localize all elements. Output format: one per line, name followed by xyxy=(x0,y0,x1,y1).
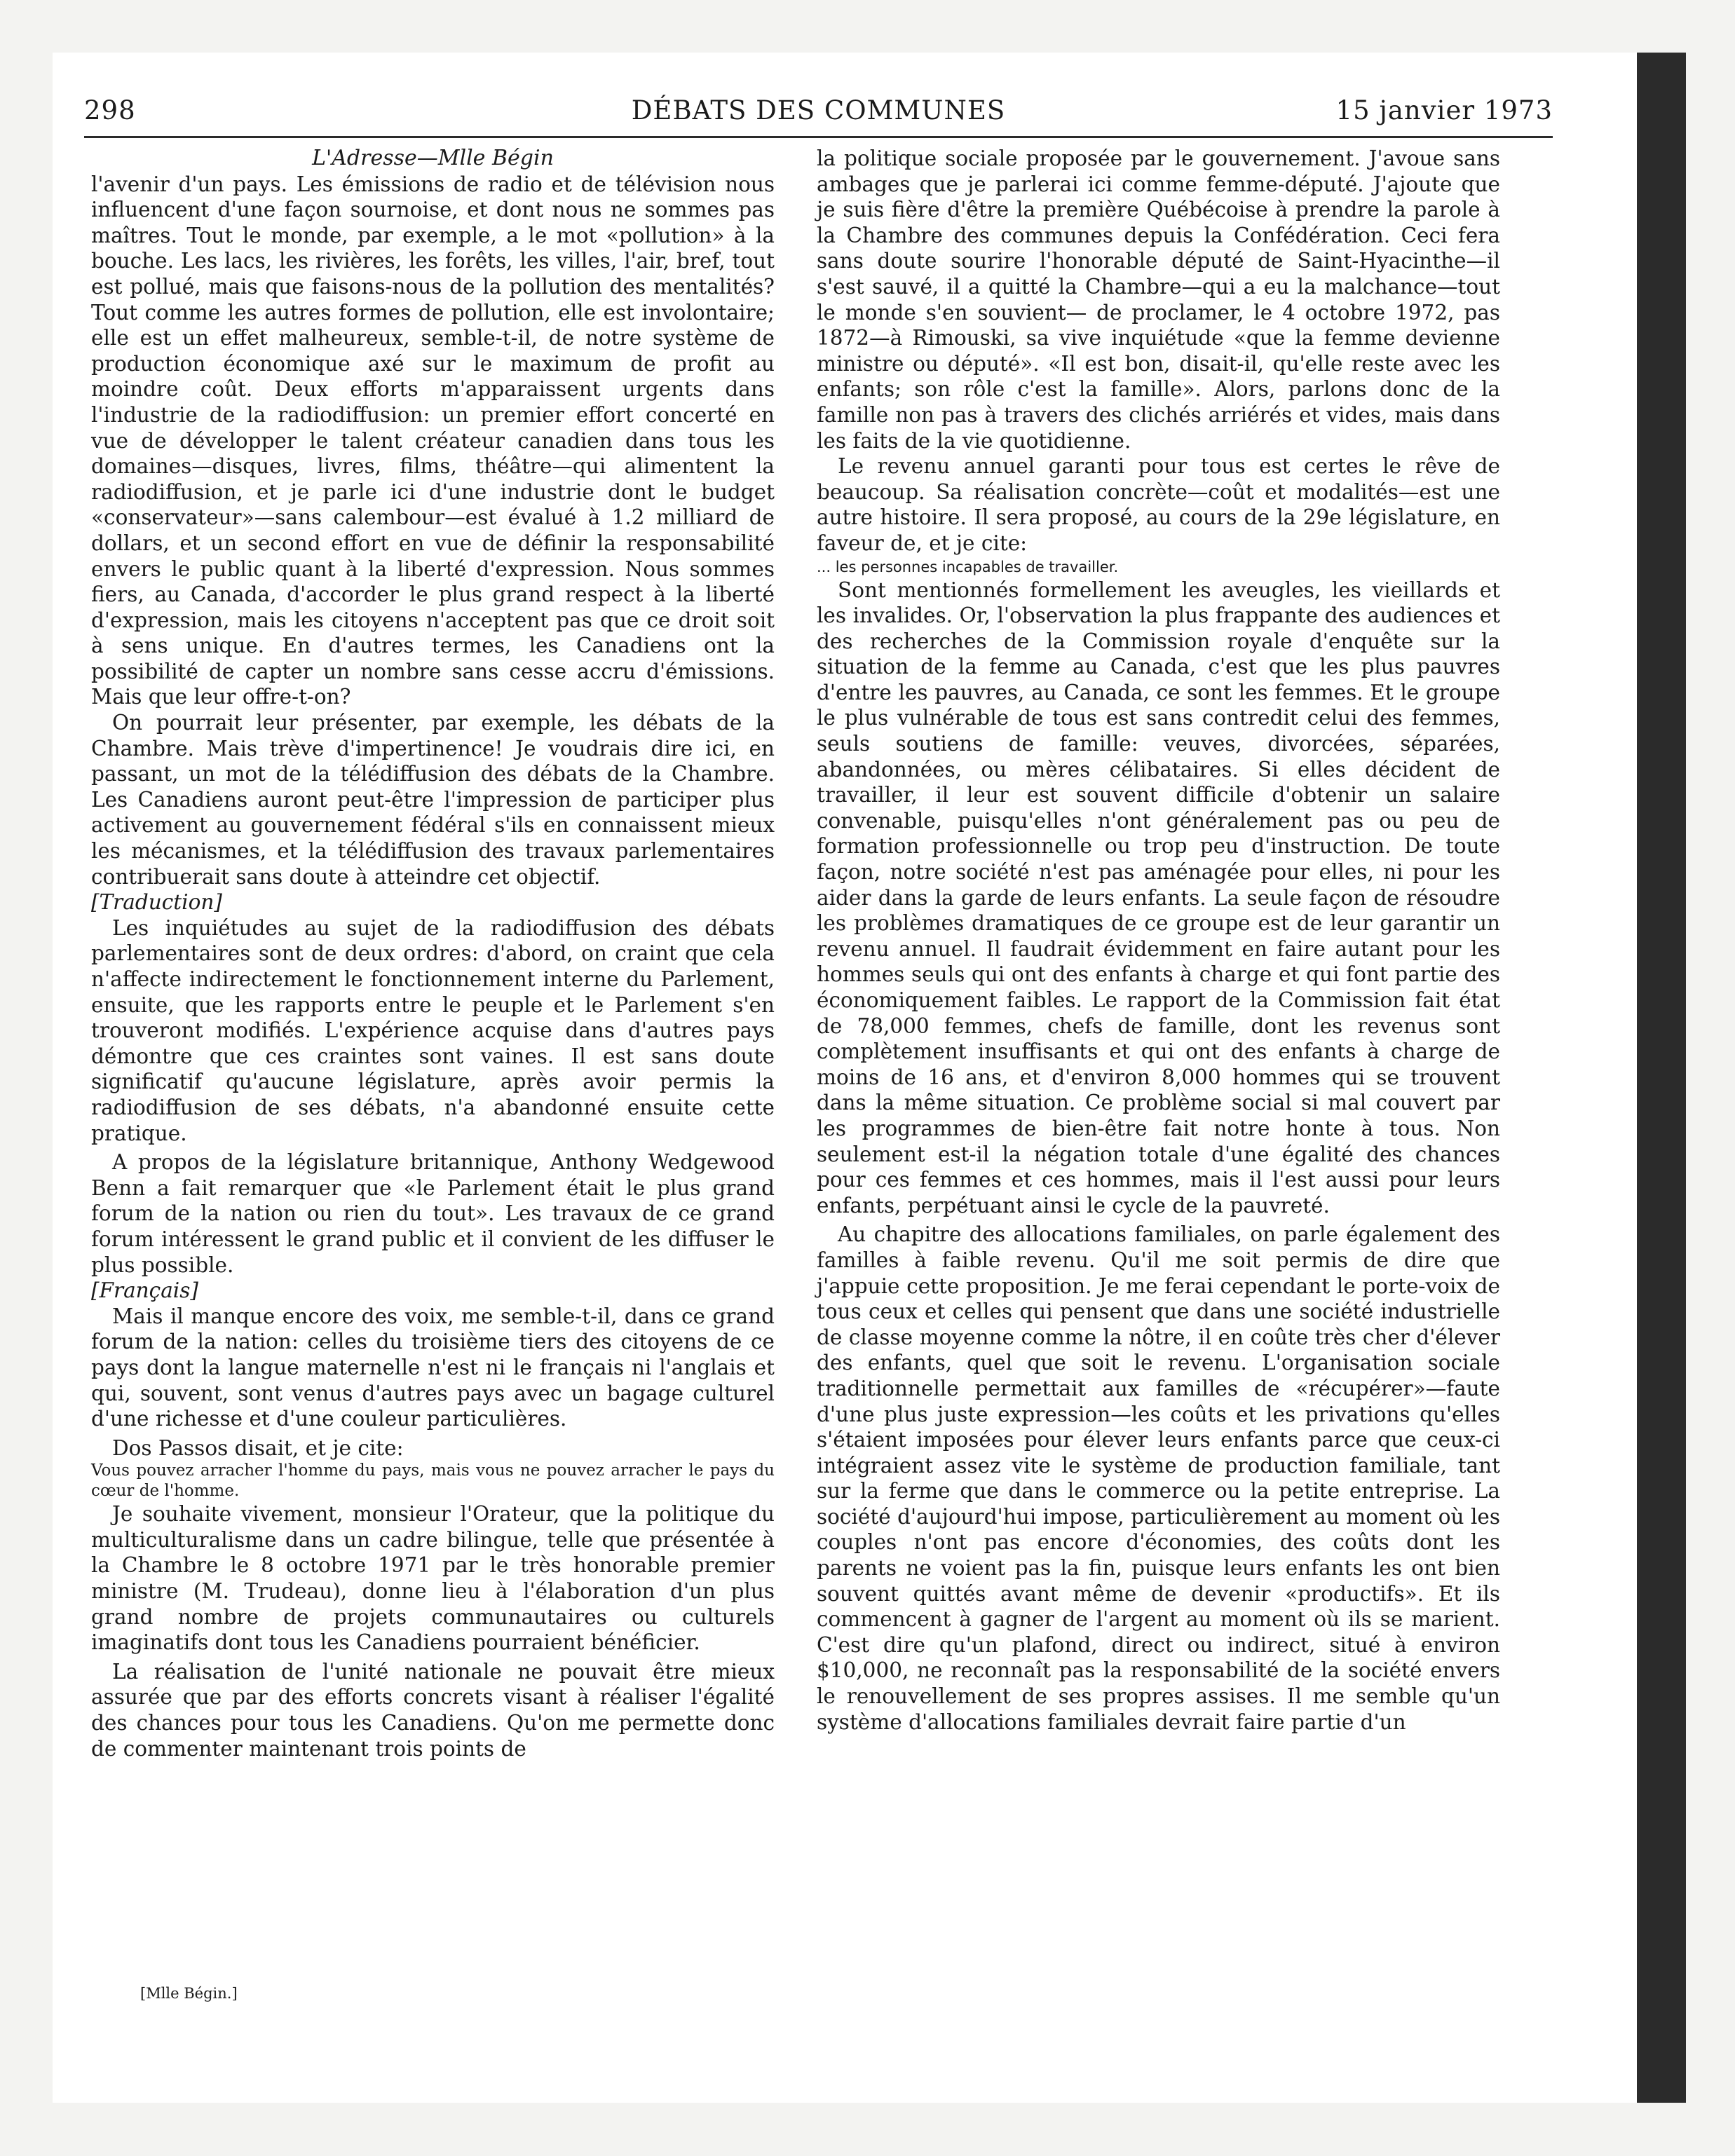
page-header xyxy=(84,91,1553,138)
paragraph: Mais il manque encore des voix, me semble-t-il, dans ce grand forum de la nation: celles du troisième tiers des citoyens de ce pays dont la langue maternelle n'est ni le français ni l'anglais et qui, souvent, sont venus d'autres pays avec un bagage culturel d'une richesse et d'une couleur particulières. xyxy=(91,1304,775,1431)
paragraph: Les inquiétudes au sujet de la radiodiffusion des débats parlementaires sont de deux ordres: d'abord, on craint que cela n'affecte indirectement le fonctionnement interne du Parlement, ensuite, que les rapports entre le peuple et le Parlement s'en trouveront modifiés. L'expérience acquise dans d'autres pays démontre que ces craintes sont vaines. Il est sans doute significatif qu'aucune législature, après avoir permis la radiodiffusion de ses débats, n'a abandonné ensuite cette pratique. xyxy=(91,915,775,1145)
right-column xyxy=(817,146,1500,1735)
paragraph: On pourrait leur présenter, par exemple, les débats de la Chambre. Mais trève d'impertinence! Je voudrais dire ici, en passant, un mot de la télédiffusion des débats de la Chambre. Les Canadiens auront peut-être l'impression de participer plus activement au gouvernement fédéral s'ils en connaissent mieux les mécanismes, et la télédiffusion des travaux parlementaires contribuerait sans doute à atteindre cet objectif. xyxy=(91,711,775,889)
language-tag: [Français] xyxy=(91,1278,198,1303)
publication-title: DÉBATS DES COMMUNES xyxy=(631,95,1006,125)
paragraph: La réalisation de l'unité nationale ne pouvait être mieux assurée que par des efforts concrets visant à réaliser l'égalité des chances pour tous les Canadiens. Qu'on me permette donc de commenter maintenant trois points de xyxy=(91,1659,775,1761)
paragraph: Le revenu annuel garanti pour tous est certes le rêve de beaucoup. Sa réalisation concrète—coût et modalités—est une autre histoire. Il sera proposé, au cours de la 29e législature, en faveur de, et je cite: xyxy=(817,454,1500,555)
paragraph: la politique sociale proposée par le gouvernement. J'avoue sans ambages que je parlerai ici comme femme-député. J'ajoute que je suis fière d'être la première Québécoise à prendre la parole à la Chambre des communes depuis la Confédération. Ceci fera sans doute sourire l'honorable député de Saint-Hyacinthe—il s'est sauvé, il a quitté la Chambre—qui a eu la malchance—tout le monde s'en souvient— de proclamer, le 4 octobre 1972, pas 1872—à Rimouski, sa vive inquiétude «que la femme devienne ministre ou député». «Il est bon, disait-il, qu'elle reste avec les enfants; son rôle c'est la famille». Alors, parlons donc de la famille non pas à travers des clichés arriérés et vides, mais dans les faits de la vie quotidienne. xyxy=(817,146,1500,453)
block-quote: Vous pouvez arracher l'homme du pays, mais vous ne pouvez arracher le pays du cœur de l'homme. xyxy=(91,1461,775,1501)
page-number: 298 xyxy=(84,95,136,125)
paragraph: A propos de la législature britannique, Anthony Wedgewood Benn a fait remarquer que «le Parlement était le plus grand forum de la nation ou rien du tout». Les travaux de ce grand forum intéressent le grand public et il convient de les diffuser le plus possible. xyxy=(91,1150,775,1277)
block-quote: ... les personnes incapables de travailler. xyxy=(817,558,1119,575)
paragraph: l'avenir d'un pays. Les émissions de radio et de télévision nous influencent d'une façon sournoise, et dont nous ne sommes pas maîtres. Tout le monde, par exemple, a le mot «pollution» à la bouche. Les lacs, les rivières, les forêts, les villes, l'air, bref, tout est pollué, mais que faisons-nous de la pollution des mentalités? Tout comme les autres formes de pollution, elle est involontaire; elle est un effet malheureux, semble-t-il, de notre système de production économique axé sur le maximum de profit au moindre coût. Deux efforts m'apparaissent urgents dans l'industrie de la radiodiffusion: un premier effort concerté en vue de développer le talent créateur canadien dans tous les domaines—disques, livres, films, théâtre—qui alimentent la radiodiffusion, et je parle ici d'une industrie dont le budget «conservateur»—sans calembour—est évalué à 1.2 milliard de dollars, et un second effort en vue de définir la responsabilité envers le public quant à la liberté d'expression. Nous sommes fiers, au Canada, d'accorder le plus grand respect à la liberté d'expression, mais les citoyens n'acceptent pas que ce droit soit à sens unique. En d'autres termes, les Canadiens ont la possibilité de capter un nombre sans cesse accru d'émissions. Mais que leur offre-t-on? xyxy=(91,172,775,709)
issue-date: 15 janvier 1973 xyxy=(1335,95,1553,125)
speaker-footnote: [Mlle Bégin.] xyxy=(140,1985,238,2002)
left-column xyxy=(91,146,775,1761)
language-tag: [Traduction] xyxy=(91,890,222,915)
section-subheading: L'Adresse—Mlle Bégin xyxy=(312,146,554,170)
scan-edge-bar xyxy=(1637,53,1686,2103)
paragraph: Dos Passos disait, et je cite: xyxy=(112,1435,404,1460)
paragraph: Au chapitre des allocations familiales, on parle également des familles à faible revenu. Qu'il me soit permis de dire que j'appuie cette proposition. Je me ferai cependant le porte-voix de tous ceux et celles qui pensent que dans une société industrielle de classe moyenne comme la nôtre, il en coûte très cher d'élever des enfants, quel que soit le revenu. L'organisation sociale traditionnelle permettait aux familles de «récupérer»—faute d'une plus juste expression—les coûts et les privations qu'elles s'étaient imposées pour élever leurs enfants parce que ceux-ci intégraient assez vite le système de production familiale, tant sur la ferme que dans le commerce ou la petite entreprise. La société d'aujourd'hui impose, particulièrement au moment où les couples n'ont pas encore d'économies, des coûts dont les parents ne voient pas la fin, puisque leurs enfants les ont bien souvent quittés avant même de devenir «productifs». Et ils commencent à gagner de l'argent au moment où ils se marient. C'est dire qu'un plafond, direct ou indirect, situé à environ $10,000, ne reconnaît pas la responsabilité de la société envers le renouvellement de ses propres assises. Il me semble qu'un système d'allocations familiales devrait faire partie d'un xyxy=(817,1222,1500,1734)
paragraph: Je souhaite vivement, monsieur l'Orateur, que la politique du multiculturalisme dans un cadre bilingue, telle que présentée à la Chambre le 8 octobre 1971 par le très honorable premier ministre (M. Trudeau), donne lieu à l'élaboration d'un plus grand nombre de projets communautaires ou culturels imaginatifs dont tous les Canadiens pourraient bénéficier. xyxy=(91,1502,775,1655)
paragraph: Sont mentionnés formellement les aveugles, les vieillards et les invalides. Or, l'observation la plus frappante des audiences et des recherches de la Commission royale d'enquête sur la situation de la femme au Canada, c'est que les plus pauvres d'entre les pauvres, au Canada, ce sont les femmes. Et le groupe le plus vulnérable de tous est sans contredit celui des femmes, seuls soutiens de famille: veuves, divorcées, séparées, abandonnées, ou mères célibataires. Si elles décident de travailler, il leur est souvent difficile d'obtenir un salaire convenable, puisqu'elles n'ont généralement pas ou peu de formation professionnelle ou trop peu d'instruction. De toute façon, notre société n'est pas aménagée pour elles, ni pour les aider dans la garde de leurs enfants. La seule façon de résoudre les problèmes dramatiques de ce groupe est de leur garantir un revenu annuel. Il faudrait évidemment en faire autant pour les hommes seuls qui ont des enfants à charge et qui font partie des économiquement faibles. Le rapport de la Commission fait état de 78,000 femmes, chefs de famille, dont les revenus sont complètement insuffisants et qui ont des enfants à charge de moins de 16 ans, et d'environ 8,000 hommes qui se trouvent dans la même situation. Ce problème social si mal couvert par les programmes de bien-être fait notre honte à tous. Non seulement est-il la négation totale d'une égalité des chances pour ces femmes et ces hommes, mais il l'est aussi pour leurs enfants, perpétuant ainsi le cycle de la pauvreté. xyxy=(817,578,1500,1217)
